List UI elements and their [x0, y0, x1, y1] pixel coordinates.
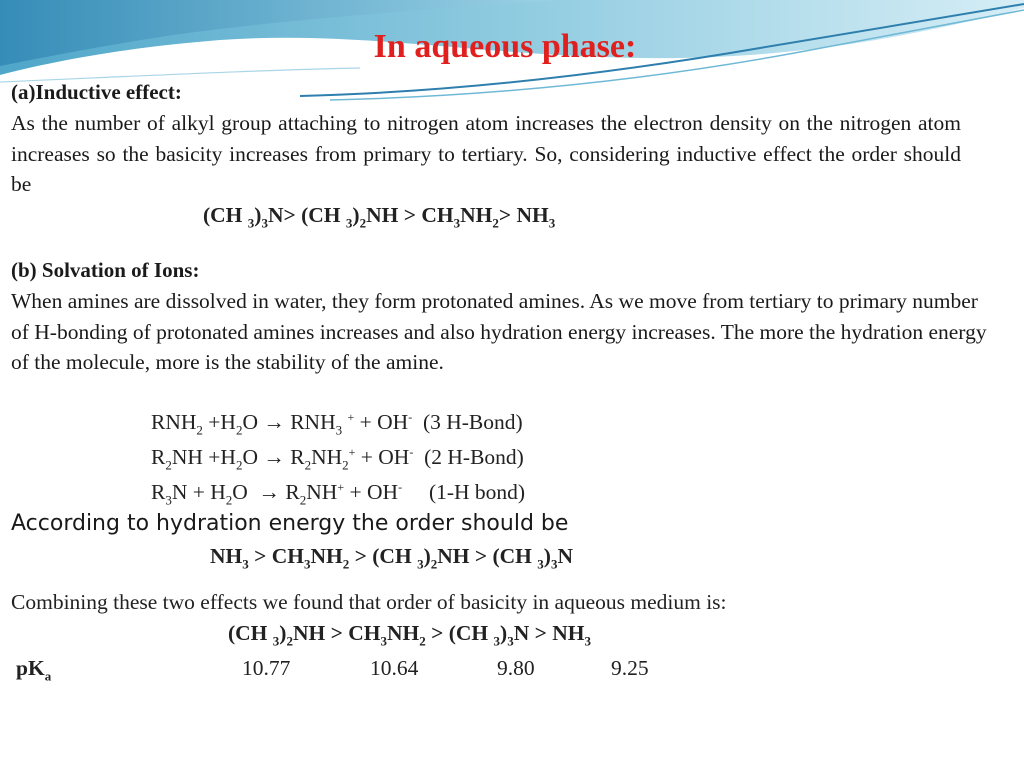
combined-order-formula: (CH $_3)_2NH > CH_3NH_2 > (CH$ $_3)_3N > NH_3$ — [228, 621, 591, 649]
reaction-secondary: $R_2NH +H_2O \to R_2NH_2^+ + OH^-$ (2 H-Bond) — [151, 445, 524, 473]
hydration-statement: According to hydration energy the order should be — [11, 511, 569, 536]
reaction-tertiary: $R_3N + H_2O \to R_2NH^+ + OH^-$ (1-H bond) — [151, 480, 526, 508]
section-b-heading: (b) Solvation of Ions: — [11, 258, 200, 282]
inductive-order-formula: (CH $_3)_3N> (CH$ $_3)_2NH > CH_3NH_2> NH_3$ — [203, 203, 556, 231]
reaction-primary: $RNH_2 +H_2O \to RNH_3$ + + OH- (3 H-Bond) — [151, 410, 523, 438]
reaction-secondary-label: (2 H-Bond) — [424, 445, 524, 470]
hydration-order-formula: $NH_3 > CH_3NH_2 > (CH$ $_3)_2NH > (CH$ $_3)_3N$ — [210, 544, 573, 572]
reaction-primary-label: (3 H-Bond) — [422, 410, 523, 435]
section-a-heading: (a)Inductive effect: — [11, 80, 182, 104]
pka-value: 10.77 — [242, 656, 291, 680]
pka-label: $pK_a$ — [16, 656, 52, 684]
section-b-paragraph: When amines are dissolved in water, they form protonated amines. As we move from tertiary to primary number of H-bonding of protonated amines increases and also hydration energy increases. The more the hydration energy of the molecule, more is the stability of the amine. — [11, 289, 987, 374]
pka-value: 9.25 — [611, 656, 649, 680]
combined-statement: Combining these two effects we found that order of basicity in aqueous medium is: — [11, 590, 727, 614]
reaction-tertiary-label: (1-H bond) — [428, 480, 526, 505]
pka-value: 10.64 — [370, 656, 419, 680]
slide-title: In aqueous phase: — [373, 28, 637, 65]
pka-value: 9.80 — [497, 656, 535, 680]
section-a-paragraph: As the number of alkyl group attaching to nitrogen atom increases the electron density on the nitrogen atom increases so the basicity increases from primary to tertiary. So, considering inductive effect the order should be — [11, 111, 961, 196]
